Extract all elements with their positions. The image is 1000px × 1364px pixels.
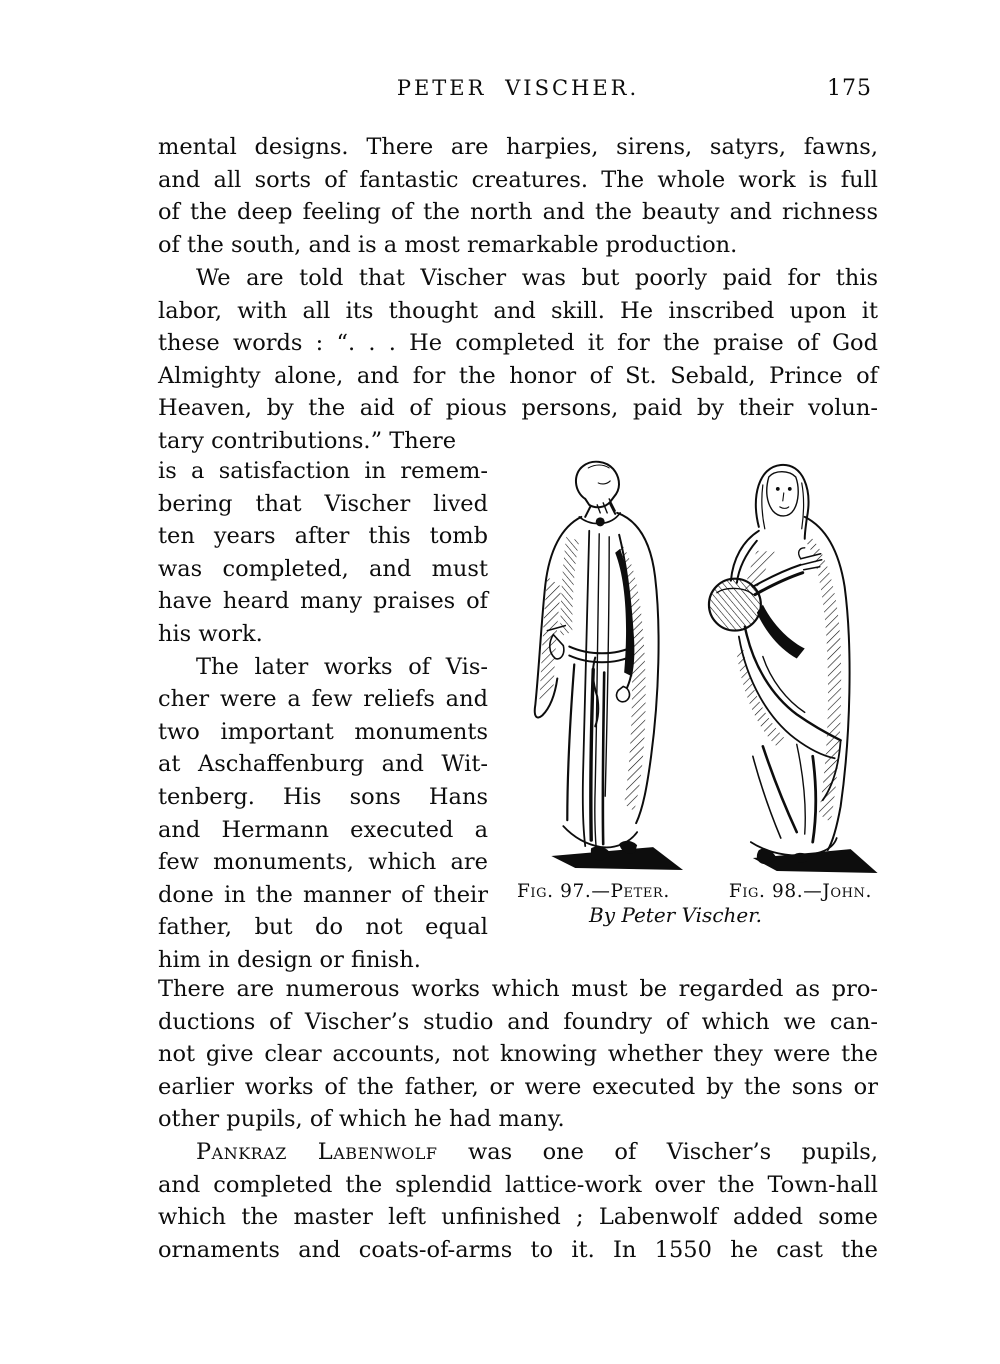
statues-engraving-image (503, 455, 878, 879)
text-line: him in design or finish. (158, 946, 421, 973)
text-line: There are numerous works which must be regarded as pro- (158, 976, 878, 1002)
text-line: earlier works of the father, or were executed by the sons or (158, 1073, 878, 1100)
text-line: have heard many praises of (158, 588, 488, 615)
two-column-region (158, 455, 878, 973)
text-line: done in the manner of their (158, 881, 488, 908)
page-number: 175 (827, 76, 872, 101)
text-line: ten years after this tomb (158, 523, 488, 550)
text-line: Almighty alone, and for the honor of St. Sebald, Prince of (158, 362, 878, 389)
paragraph-3 (158, 973, 878, 1136)
paragraph-1 (158, 131, 878, 261)
text-line: at Aschaffenburg and Wit- (158, 751, 488, 778)
text-line: and Hermann executed a (158, 816, 488, 843)
text-line: bering that Vischer lived (158, 490, 488, 517)
text-line: labor, with all its thought and skill. He inscribed upon it (158, 297, 878, 324)
text-line: Heaven, by the aid of pious persons, paid by their volun- (158, 395, 878, 422)
smallcaps-name: Pankraz Labenwolf (196, 1139, 438, 1165)
paragraph-2 (158, 262, 878, 458)
fig-98-caption: Fig. 98.—John. (728, 881, 872, 902)
fig-97-caption: Fig. 97.—Peter. (517, 881, 670, 902)
figure-john-engraving (709, 465, 878, 873)
paragraph-4 (158, 1136, 878, 1266)
first-line-rest: was one of Vischer’s pupils, (437, 1139, 878, 1165)
text-line: of the south, and is a most remarkable production. (158, 231, 738, 258)
figure-captions (503, 879, 878, 902)
paragraph-4-rest (158, 1169, 878, 1267)
text-line: his work. (158, 620, 263, 647)
figure-byline: By Peter Vischer. (589, 903, 762, 927)
text-line: ductions of Vischer’s studio and foundry of which we can- (158, 1008, 878, 1035)
text-line: father, but do not equal (158, 914, 488, 941)
text-line: ornaments and coats-of-arms to it. In 1550 he cast the (158, 1236, 878, 1263)
text-line: and completed the splendid lattice-work over the Town-hall (158, 1171, 878, 1198)
text-line: two important monuments (158, 718, 488, 745)
text-line: these words : “. . . He completed it for the praise of God (158, 330, 878, 357)
left-column-paragraph-a (158, 455, 488, 651)
text-line: not give clear accounts, not knowing whether they were the (158, 1041, 878, 1068)
text-line: mental designs. There are harpies, sirens, satyrs, fawns, (158, 134, 878, 160)
text-line: The later works of Vis- (196, 653, 488, 680)
text-line: is a satisfaction in remem- (158, 458, 488, 484)
running-head (158, 76, 878, 106)
figure-peter-engraving (535, 462, 683, 870)
text-line: tary contributions.” There (158, 427, 457, 454)
text-line: cher were a few reliefs and (158, 686, 488, 713)
text-line-leading (158, 1136, 878, 1169)
left-text-column (158, 455, 488, 973)
text-line: which the master left unfinished ; Labenwolf added some (158, 1204, 878, 1231)
text-line: of the deep feeling of the north and the beauty and richness (158, 199, 878, 226)
text-line: was completed, and must (158, 555, 488, 582)
left-column-paragraph-b (158, 651, 488, 977)
text-line: tenberg. His sons Hans (158, 783, 488, 810)
text-line: and all sorts of fantastic creatures. The whole work is full (158, 166, 878, 193)
text-line: We are told that Vischer was but poorly paid for this (196, 265, 878, 291)
text-line: other pupils, of which he had many. (158, 1106, 565, 1133)
page-title: PETER VISCHER. (396, 76, 640, 100)
text-line: few monuments, which are (158, 849, 488, 876)
figure-column (488, 455, 878, 973)
